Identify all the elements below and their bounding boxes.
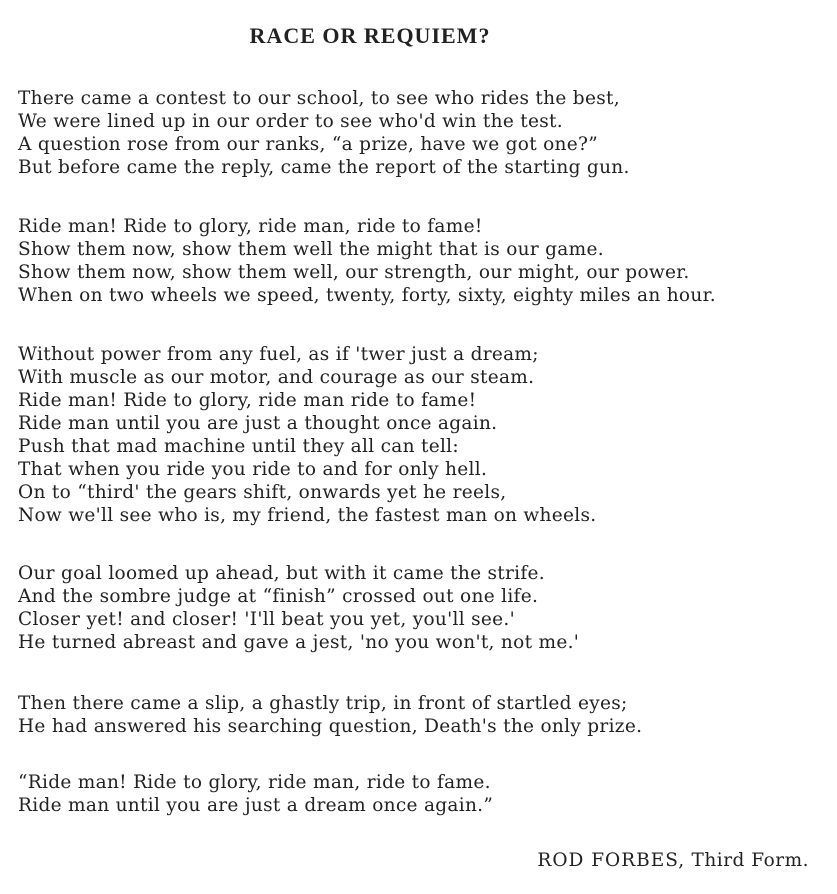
poem-line: “Ride man! Ride to glory, ride man, ride to fame. bbox=[18, 772, 491, 793]
stanza-5 bbox=[18, 692, 642, 738]
stanza-1 bbox=[18, 87, 630, 179]
author-form: Third Form. bbox=[691, 850, 809, 871]
poem-line: Show them now, show them well, our strength, our might, our power. bbox=[18, 262, 690, 283]
stanza-2 bbox=[18, 215, 716, 307]
poem-line: And the sombre judge at “finish” crossed out one life. bbox=[18, 586, 539, 607]
poem-line: He turned abreast and gave a jest, 'no you won't, not me.' bbox=[18, 632, 580, 653]
poem-line: Ride man! Ride to glory, ride man, ride to fame! bbox=[18, 216, 483, 237]
poem-title: RACE OR REQUIEM? bbox=[249, 23, 491, 48]
poem-line: Without power from any fuel, as if 'twer just a dream; bbox=[18, 344, 539, 365]
poem-line: A question rose from our ranks, “a prize, have we got one?” bbox=[18, 134, 598, 155]
poem-line: When on two wheels we speed, twenty, forty, sixty, eighty miles an hour. bbox=[18, 285, 716, 306]
poem-line: Push that mad machine until they all can tell: bbox=[18, 436, 459, 457]
poem-line: With muscle as our motor, and courage as our steam. bbox=[18, 367, 535, 388]
author-signature bbox=[537, 850, 809, 871]
stanza-3 bbox=[18, 343, 596, 527]
stanza-6 bbox=[18, 771, 493, 817]
poem-line: But before came the reply, came the report of the starting gun. bbox=[18, 157, 630, 178]
author-name: ROD FORBES, bbox=[537, 850, 686, 871]
poem-line: Show them now, show them well the might that is our game. bbox=[18, 239, 604, 260]
poem-line: Ride man! Ride to glory, ride man ride to fame! bbox=[18, 390, 477, 411]
poem-line: Closer yet! and closer! 'I'll beat you yet, you'll see.' bbox=[18, 609, 515, 630]
poem-line: On to “third' the gears shift, onwards yet he reels, bbox=[18, 482, 507, 503]
poem-line: That when you ride you ride to and for only hell. bbox=[18, 459, 488, 480]
poem-line: Then there came a slip, a ghastly trip, in front of startled eyes; bbox=[18, 693, 628, 714]
poem-line: Now we'll see who is, my friend, the fastest man on wheels. bbox=[18, 505, 597, 526]
poem-line: We were lined up in our order to see who'd win the test. bbox=[18, 111, 563, 132]
poem-line: Ride man until you are just a thought once again. bbox=[18, 413, 498, 434]
poem-line: There came a contest to our school, to see who rides the best, bbox=[18, 88, 620, 109]
poem-line: Our goal loomed up ahead, but with it came the strife. bbox=[18, 563, 545, 584]
poem-line: He had answered his searching question, Death's the only prize. bbox=[18, 716, 643, 737]
poem-line: Ride man until you are just a dream once again.” bbox=[18, 795, 494, 816]
stanza-4 bbox=[18, 562, 579, 654]
